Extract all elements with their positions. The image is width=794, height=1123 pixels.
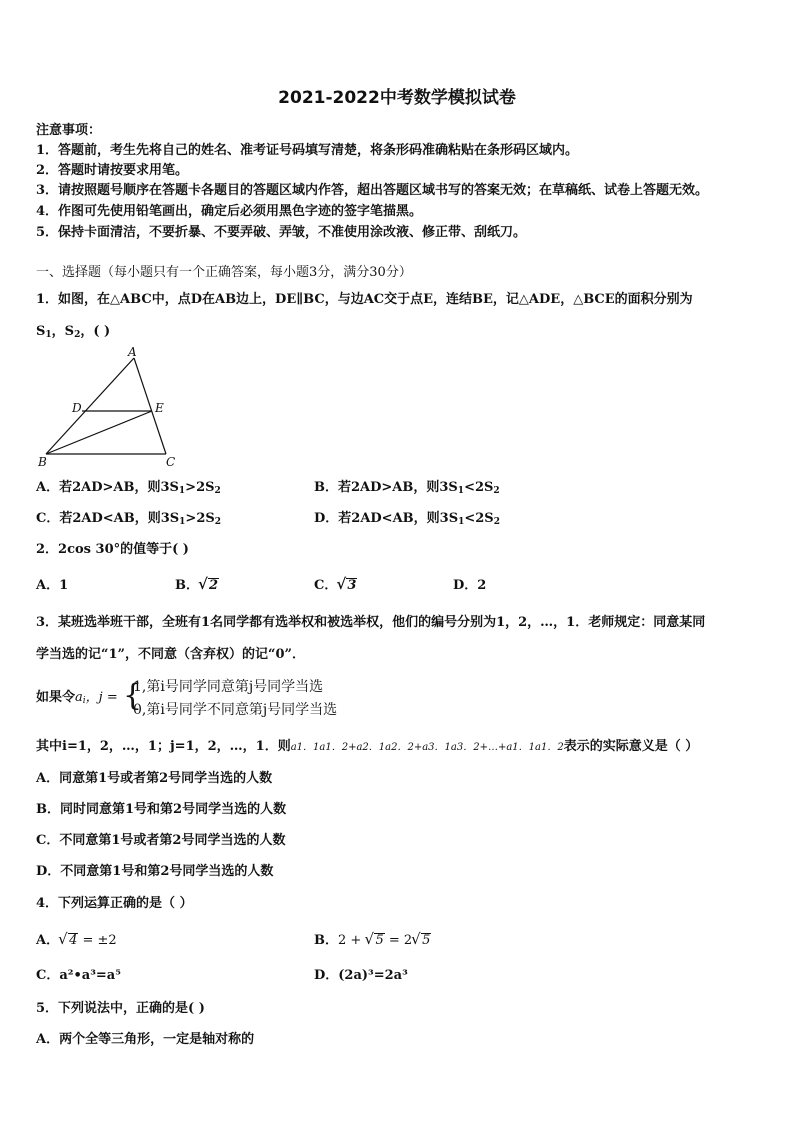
q1-stem: 1．如图，在△ABC中，点D在AB边上，DE∥BC，与边AC交于点E，连结BE，记△ADE，△BCE的面积分别为 — [36, 292, 693, 307]
q5-stem: 5．下列说法中，正确的是( ) — [36, 1001, 205, 1016]
label-d: D — [72, 401, 82, 415]
notice-item-1: 1．答题前，考生先将自己的姓名、准考证号码填写清楚，将条形码准确粘贴在条形码区域内。 — [36, 143, 579, 158]
q4-option-b: B．2 + √ 5 = 2√ 5 — [314, 933, 431, 949]
q1-option-a: A．若2AD>AB，则$3S_1>2S_2$ — [36, 480, 221, 496]
label-c: C — [166, 455, 176, 469]
q1-option-d: D．若2AD<AB，则$3S_1<2S_2$ — [314, 511, 500, 527]
page-title: 2021-2022中考数学模拟试卷 — [278, 88, 516, 108]
q3-option-a: A．同意第1号或者第2号同学当选的人数 — [36, 771, 273, 786]
sqrt-5: √ 5 — [365, 933, 384, 949]
q4-stem: 4．下列运算正确的是（ ） — [36, 896, 193, 911]
edge-ab — [46, 358, 134, 454]
section-heading: 一、选择题（每小题只有一个正确答案，每小题3分，满分30分） — [36, 265, 412, 280]
q3-stem: 3．某班选举班干部，全班有1名同学都有选举权和被选举权，他们的编号分别为1，2，…，1．老师规定：同意某同 — [36, 615, 706, 630]
q3-case-1: 1,第i号同学同意第j号同学当选 — [133, 679, 324, 695]
sqrt-2: √ 2 — [199, 578, 219, 594]
q1-option-c: C．若2AD<AB，则$3S_1>2S_2$ — [36, 511, 222, 527]
q2-stem: 2．2cos 30°的值等于( ) — [36, 542, 189, 557]
label-b: B — [38, 455, 47, 469]
label-a: A — [128, 345, 137, 359]
notice-item-3: 3．请按照题号顺序在答题卡各题目的答题区域内作答，超出答题区域书写的答案无效；在草稿纸、试卷上答题无效。 — [36, 183, 709, 198]
q3-def-prefix: 如果令$a_i$，j = — [36, 690, 118, 706]
q3-expression: a1．1a1．2+a2．1a2．2+a3．1a3．2+…+a1．1a1．2 — [290, 742, 564, 753]
q3-case-0: 0,第i号同学不同意第j号同学当选 — [133, 702, 338, 718]
sqrt-5-rhs: √ 5 — [412, 933, 431, 949]
q5-option-a: A．两个全等三角形，一定是轴对称的 — [36, 1032, 255, 1047]
q3-where: 其中i=1，2，…，1；j=1，2，…，1．则a1．1a1．2+a2．1a2．2+a3．1a3．2+…+a1．1a1．2表示的实际意义是（ ） — [36, 739, 699, 754]
q3-option-d: D．不同意第1号和第2号同学当选的人数 — [36, 864, 274, 879]
triangle-figure — [36, 344, 186, 474]
label-e: E — [155, 401, 164, 415]
q3-option-b: B．同时同意第1号和第2号同学当选的人数 — [36, 802, 287, 817]
sqrt-3: √ 3 — [337, 578, 357, 594]
q2-option-d: D．2 — [453, 578, 487, 593]
q3-stem-2: 学当选的记“1”，不同意（含弃权）的记“0”． — [36, 647, 306, 662]
notice-item-2: 2．答题时请按要求用笔。 — [36, 163, 189, 178]
q1-stem-2: $S_1$，$S_2$，( ) — [36, 324, 111, 340]
edge-be — [46, 411, 152, 454]
notice-heading: 注意事项： — [36, 123, 102, 138]
piecewise-brace: { — [123, 678, 143, 713]
q3-option-c: C．不同意第1号或者第2号同学当选的人数 — [36, 833, 286, 848]
q2-option-a: A．1 — [36, 578, 69, 593]
notice-item-4: 4．作图可先使用铅笔画出，确定后必须用黑色字迹的签字笔描黑。 — [36, 204, 423, 219]
q2-option-b: B．√ 2 — [175, 578, 219, 594]
q1-option-b: B．若2AD>AB，则$3S_1<2S_2$ — [314, 480, 500, 496]
q4-option-d: D．(2a)³=2a³ — [314, 968, 408, 983]
q4-option-a: A．√ 4 = ±2 — [36, 933, 117, 949]
notice-item-5: 5．保持卡面清洁，不要折暴、不要弄破、弄皱，不准使用涂改液、修正带、刮纸刀。 — [36, 225, 527, 240]
q2-option-c: C．√ 3 — [314, 578, 357, 594]
q4-option-c: C．a²•a³=a⁵ — [36, 968, 121, 983]
sqrt-4: √ 4 — [59, 933, 78, 949]
